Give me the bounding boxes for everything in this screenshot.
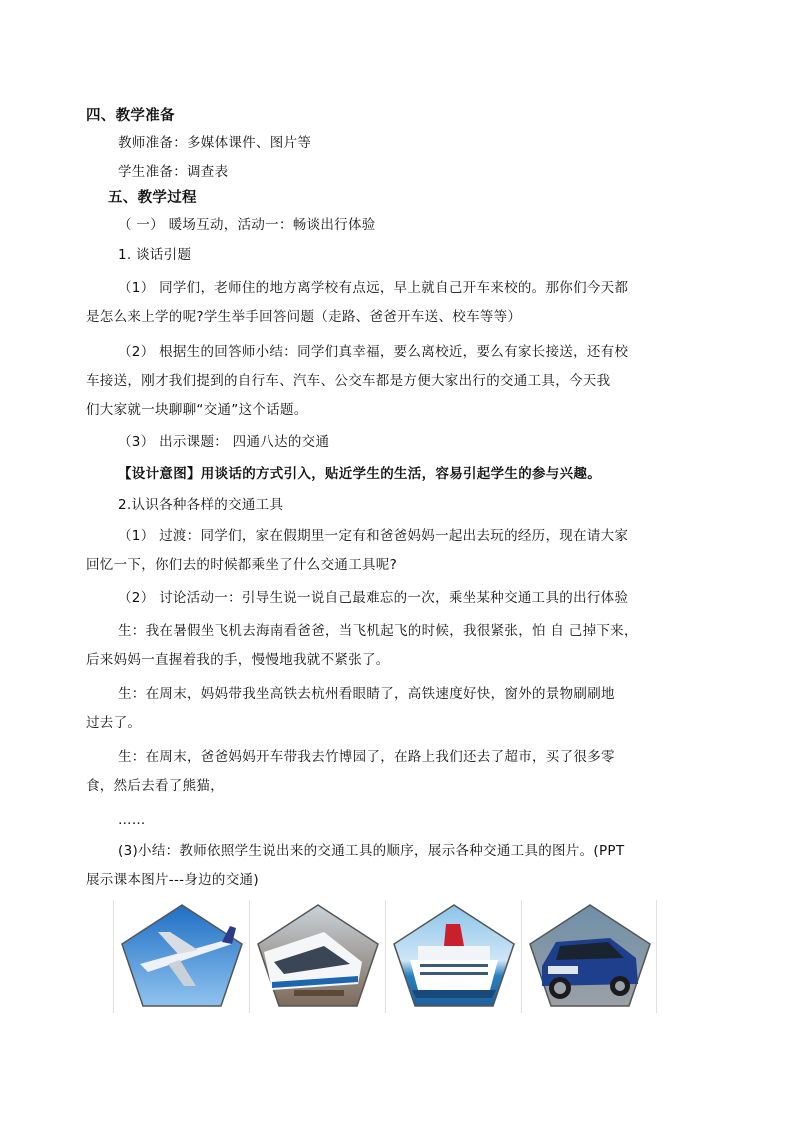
student-answer-1-line-1: 生：我在暑假坐飞机去海南看爸爸，当飞机起飞的时候，我很紧张，怕 自 己掉下来， <box>118 623 638 639</box>
student-answer-3-line-2: 食，然后去看了熊猫， <box>86 778 224 794</box>
paragraph-1-line-2: 是怎么来上学的呢?学生举手回答问题（走路、爸爸开车送、校车等等） <box>86 309 522 325</box>
teacher-preparation: 教师准备：多媒体课件、图片等 <box>118 135 312 151</box>
paragraph-3: （3） 出示课题： 四通八达的交通 <box>118 434 330 450</box>
section-4-heading: 四、教学准备 <box>86 108 175 124</box>
question-2: （2） 讨论活动一：引导生说一说自己最难忘的一次，乘坐某种交通工具的出行体验 <box>118 590 629 606</box>
student-answer-3-line-1: 生：在周末，爸爸妈妈开车带我去竹博园了，在路上我们还去了超市，买了很多零 <box>118 749 615 765</box>
student-answer-1-line-2: 后来妈妈一直握着我的手，慢慢地我就不紧张了。 <box>86 652 390 668</box>
student-preparation: 学生准备：调查表 <box>118 164 229 180</box>
student-answer-2-line-2: 过去了。 <box>86 715 142 731</box>
paragraph-2-line-1: （2） 根据生的回答师小结：同学们真幸福，要么离校近，要么有家长接送，还有校 <box>118 344 629 360</box>
step-1-title: 1. 谈话引题 <box>118 247 192 263</box>
transport-images-row <box>113 900 663 1013</box>
cruise-ship-picture <box>385 900 521 1013</box>
step-2-title: 2.认识各种各样的交通工具 <box>118 497 284 513</box>
question-1-line-1: （1） 过渡：同学们，家在假期里一定有和爸爸妈妈一起出去玩的经历，现在请大家 <box>118 528 629 544</box>
section-5-heading: 五、教学过程 <box>108 190 197 206</box>
image-row-divider <box>656 900 658 1013</box>
airplane-picture <box>113 900 249 1013</box>
part-1-title: （ 一） 暖场互动，活动一：畅谈出行体验 <box>118 217 376 233</box>
paragraph-2-line-3: 们大家就一块聊聊“交通”这个话题。 <box>86 402 308 418</box>
ellipsis: …… <box>118 812 146 828</box>
car-picture <box>521 900 657 1013</box>
question-3-line-2: 展示课本图片---身边的交通) <box>86 872 259 888</box>
design-intent: 【设计意图】用谈话的方式引入，贴近学生的生活，容易引起学生的参与兴趣。 <box>118 466 601 482</box>
paragraph-1-line-1: （1） 同学们，老师住的地方离学校有点远，早上就自己开车来校的。那你们今天都 <box>118 280 629 296</box>
paragraph-2-line-2: 车接送，刚才我们提到的自行车、汽车、公交车都是方便大家出行的交通工具，今天我 <box>86 373 611 389</box>
question-1-line-2: 回忆一下，你们去的时候都乘坐了什么交通工具呢? <box>86 557 398 573</box>
question-3-line-1: (3)小结：教师依照学生说出来的交通工具的顺序，展示各种交通工具的图片。(PPT <box>118 843 625 859</box>
high-speed-train-picture <box>249 900 385 1013</box>
student-answer-2-line-1: 生：在周末，妈妈带我坐高铁去杭州看眼睛了，高铁速度好快，窗外的景物刷刷地 <box>118 686 615 702</box>
